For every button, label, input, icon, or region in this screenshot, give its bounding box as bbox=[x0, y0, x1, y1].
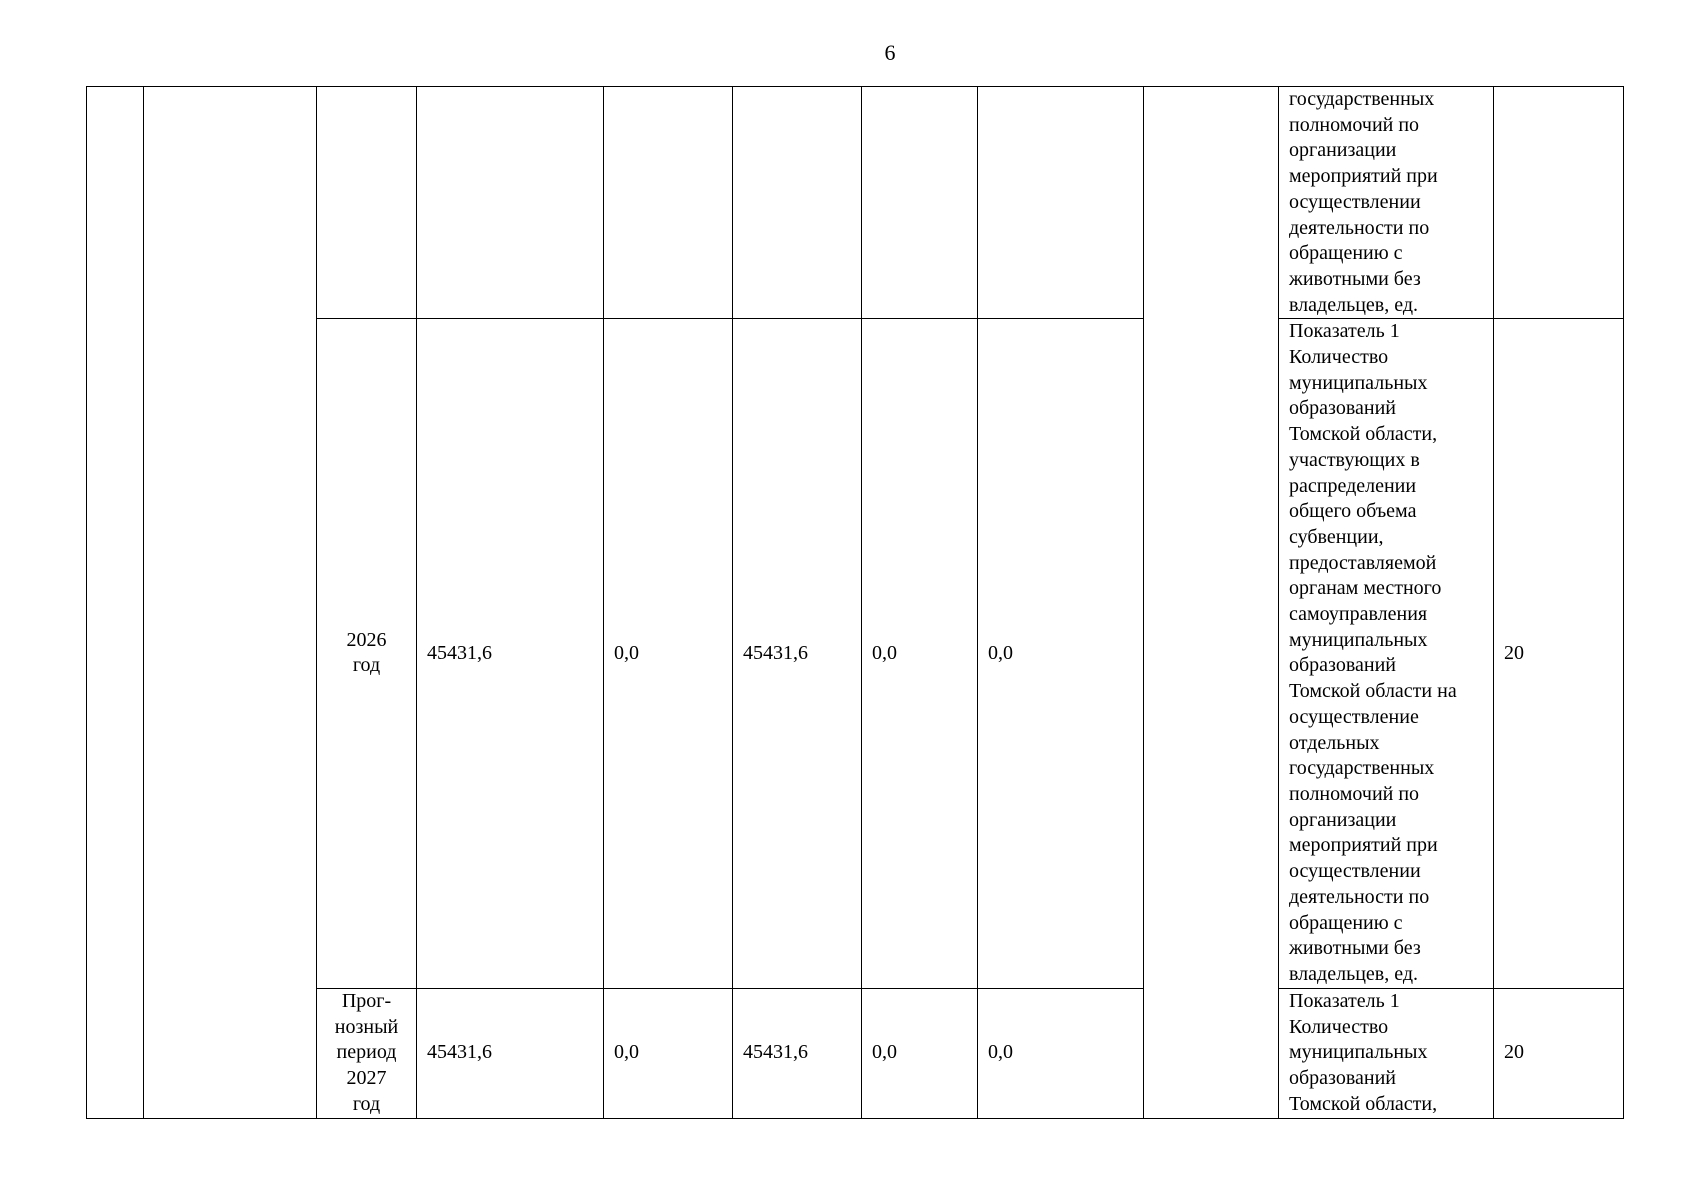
indicator-cell: Показатель 1 Количество муниципальных образований Томской области, участвующих в распределении общего объема субвенции, предоставляемой органам местного самоуправления муниципальных образований Томской области на осуществление отдельных государственных полномочий по организации мероприятий при осуществлении деятельности по обращению с животными без владельцев, ед. bbox=[1279, 319, 1494, 988]
table-row bbox=[87, 988, 1624, 1118]
local-budget-cell: 0,0 bbox=[862, 319, 978, 988]
table-row bbox=[87, 319, 1624, 988]
page-number: 6 bbox=[884, 40, 896, 65]
local-budget-cell bbox=[862, 87, 978, 319]
period-cell bbox=[317, 87, 417, 319]
indicator-value-cell: 20 bbox=[1494, 988, 1624, 1118]
other-sources-cell bbox=[978, 87, 1144, 319]
period-cell: Прог- нозный период 2027 год bbox=[317, 988, 417, 1118]
regional-budget-cell: 45431,6 bbox=[733, 988, 862, 1118]
total-cell: 45431,6 bbox=[417, 319, 604, 988]
table-row bbox=[87, 87, 1624, 319]
total-cell bbox=[417, 87, 604, 319]
federal-budget-cell: 0,0 bbox=[604, 319, 733, 988]
other-sources-cell: 0,0 bbox=[978, 988, 1144, 1118]
period-cell: 2026 год bbox=[317, 319, 417, 988]
executor-cell bbox=[1144, 87, 1279, 1119]
name-cell bbox=[144, 87, 317, 1119]
local-budget-cell: 0,0 bbox=[862, 988, 978, 1118]
number-cell bbox=[87, 87, 144, 1119]
indicator-value-cell: 20 bbox=[1494, 319, 1624, 988]
indicator-value-cell bbox=[1494, 87, 1624, 319]
federal-budget-cell: 0,0 bbox=[604, 988, 733, 1118]
regional-budget-cell bbox=[733, 87, 862, 319]
indicator-cell: Показатель 1 Количество муниципальных образований Томской области, bbox=[1279, 988, 1494, 1118]
regional-budget-cell: 45431,6 bbox=[733, 319, 862, 988]
indicator-cell: государственных полномочий по организации мероприятий при осуществлении деятельности по обращению с животными без владельцев, ед. bbox=[1279, 87, 1494, 319]
total-cell: 45431,6 bbox=[417, 988, 604, 1118]
federal-budget-cell bbox=[604, 87, 733, 319]
budget-table bbox=[86, 86, 1624, 1119]
other-sources-cell: 0,0 bbox=[978, 319, 1144, 988]
